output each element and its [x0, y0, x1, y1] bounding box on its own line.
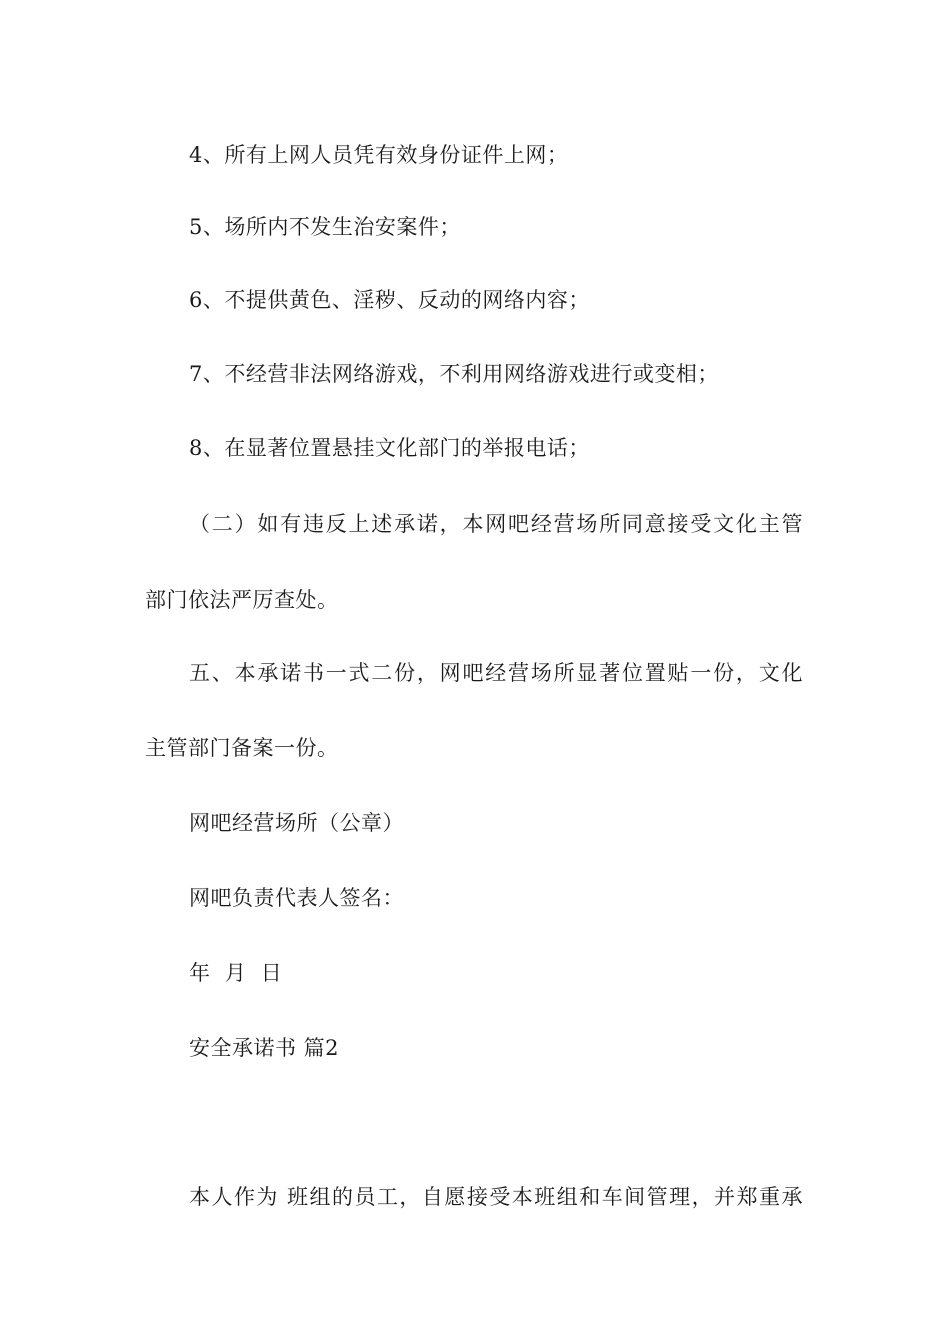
section-2-paragraph-line-1: （二）如有违反上述承诺，本网吧经营场所同意接受文化主管: [189, 512, 803, 536]
clause-6: 6、不提供黄色、淫秽、反动的网络内容；: [189, 288, 590, 312]
body-paragraph-line-1: 本人作为 班组的员工，自愿接受本班组和车间管理，并郑重承: [189, 1185, 803, 1209]
clause-5: 5、场所内不发生治安案件；: [189, 215, 461, 239]
clause-4: 4、所有上网人员凭有效身份证件上网；: [189, 143, 569, 167]
clause-7: 7、不经营非法网络游戏，不利用网络游戏进行或变相；: [189, 362, 719, 386]
section-2-paragraph-line-2: 部门依法严厉查处。: [145, 588, 339, 612]
section-5-paragraph-line-2: 主管部门备案一份。: [145, 736, 339, 760]
representative-signature-label: 网吧负责代表人签名：: [189, 886, 404, 910]
date-label: 年 月 日: [189, 961, 283, 985]
company-seal-label: 网吧经营场所（公章）: [189, 811, 404, 835]
clause-8: 8、在显著位置悬挂文化部门的举报电话；: [189, 436, 590, 460]
section-5-paragraph-line-1: 五、本承诺书一式二份，网吧经营场所显著位置贴一份，文化: [189, 661, 803, 685]
section-heading: 安全承诺书 篇2: [189, 1036, 340, 1060]
